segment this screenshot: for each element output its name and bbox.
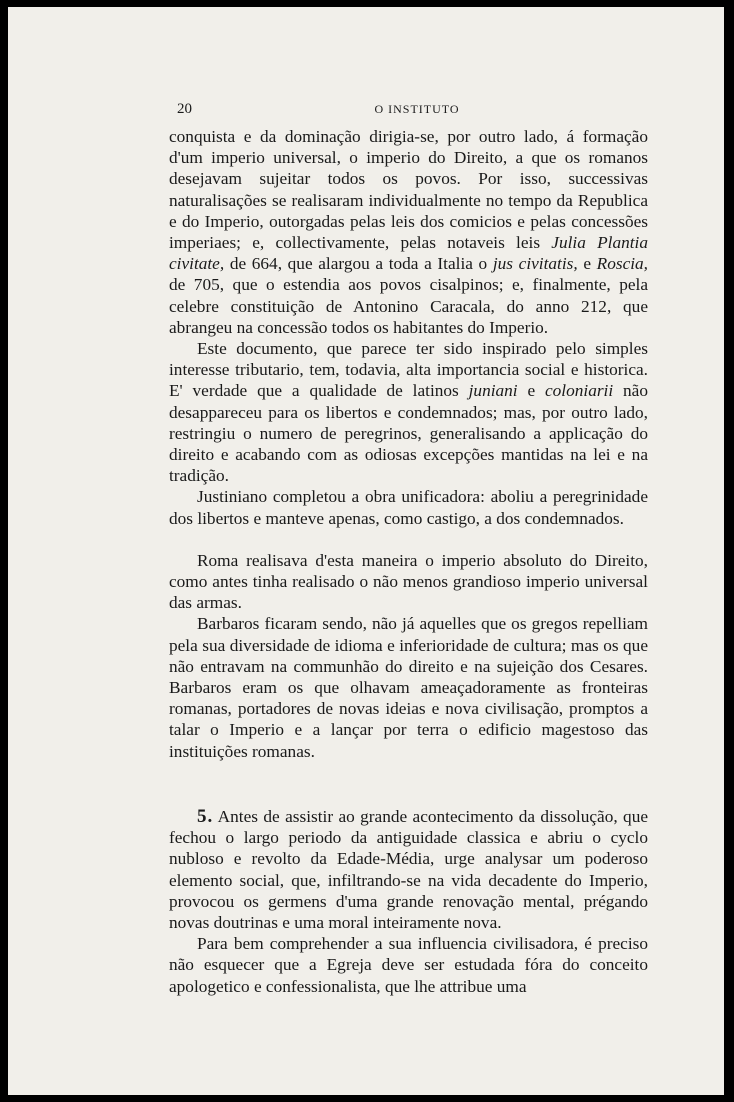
- paragraph-spacer: [169, 529, 648, 550]
- page-number: 20: [177, 101, 192, 117]
- section-spacer: [169, 762, 648, 806]
- paragraph-egreja: Para bem comprehender a sua influencia civilisadora, é preciso não esquecer que a Egreja deve ser estudada fóra do conceito apologetico e confessionalista, que lhe attribue uma: [169, 934, 648, 996]
- text-run: de 705, que o estendia aos povos cisalpinos; e, finalmente, pela celebre constituição de Antonino Caracala, do anno 212, que abrangeu na concessão todos os habitantes do Imperio.: [169, 275, 648, 337]
- paragraph-documento: [169, 338, 648, 486]
- paragraph-justiniano: Justiniano completou a obra unificadora: aboliu a peregrinidade dos libertos e manteve apenas, como castigo, a dos condemnados.: [169, 487, 648, 528]
- italic-term: coloniarii: [545, 381, 614, 401]
- italic-term: jus civitatis,: [492, 254, 578, 274]
- italic-term: Julia Plantia civitate,: [169, 233, 648, 274]
- section-number: 5.: [197, 805, 214, 827]
- text-run: de 664, que alargou a toda a Italia o: [224, 254, 493, 274]
- text-run: Este documento, que parece ter sido inspirado pelo simples interesse tributario, tem, todavia, alta importancia social e historica. E' verdade que a qualidade de latinos: [169, 339, 648, 401]
- page-header: [177, 101, 657, 121]
- paragraph-roma: Roma realisava d'esta maneira o imperio absoluto do Direito, como antes tinha realisado o não menos grandioso imperio universal das armas.: [169, 550, 648, 613]
- paragraph-continuation: [169, 126, 648, 338]
- italic-term: Roscia,: [596, 254, 648, 274]
- paragraph-barbaros: Barbaros ficaram sendo, não já aquelles que os gregos repelliam pela sua diversidade de idioma e inferioridade de cultura; mas os que não entravam na communhão do direito e na sujeição dos Cesares. Barbaros eram os que olhavam ameaçadoramente as fronteiras romanas, portadores de novas ideias e nova civilisação, promptos a talar o Imperio e a lançar por terra o edificio magestoso das instituições romanas.: [169, 614, 648, 761]
- body-text: [169, 126, 648, 997]
- text-run: e: [517, 381, 545, 401]
- text-run: conquista e da dominação dirigia-se, por outro lado, á formação d'um imperio universal, o imperio do Direito, a que os romanos desejavam sujeitar todos os povos. Por isso, successivas naturalisações se realisaram individualmente no tempo da Republica e do Imperio, outorgadas pelas leis dos comicios e pelas concessões imperiaes; e, collectivamente, pelas notaveis leis: [169, 127, 648, 253]
- running-title: O INSTITUTO: [374, 102, 460, 116]
- text-run: e: [577, 254, 597, 274]
- italic-term: juniani: [468, 381, 518, 401]
- text-run: não desappareceu para os libertos e condemnados; mas, por outro lado, restringiu o numero de peregrinos, generalisando a applicação do direito e acabando com as odiosas excepções mantidas na lei e na tradição.: [169, 381, 648, 486]
- text-run: Antes de assistir ao grande acontecimento da dissolução, que fechou o largo periodo da antiguidade classica e abriu o cyclo nubloso e revolto da Edade-Média, urge analysar um poderoso elemento social, que, infiltrando-se na vida decadente do Imperio, provocou os germens d'uma grande renovação mental, prégando novas doutrinas e uma moral inteiramente nova.: [169, 806, 648, 932]
- section-5-paragraph: [169, 806, 648, 933]
